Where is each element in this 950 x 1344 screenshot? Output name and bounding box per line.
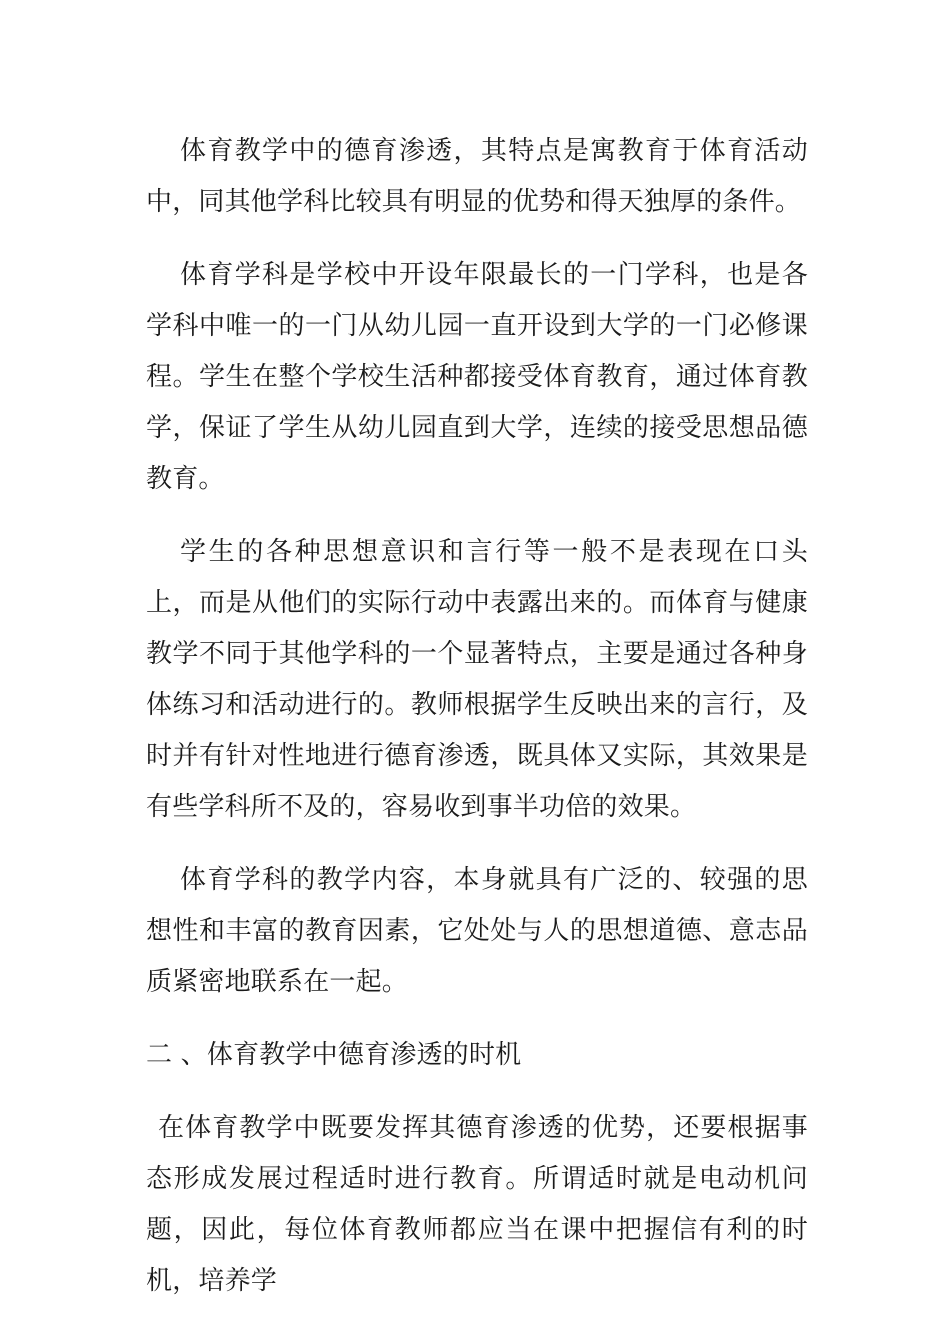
section-paragraph: 在体育教学中既要发挥其德育渗透的优势，还要根据事态形成发展过程适时进行教育。所谓适时就是电动机问题，因此，每位体育教师都应当在课中把握信有利的时机，培养学 [146, 1113, 808, 1296]
paragraph-1: 体育教学中的德育渗透，其特点是寓教育于体育活动中，同其他学科比较具有明显的优势和得天独厚的条件。 [146, 136, 808, 217]
paragraph-2: 体育学科是学校中开设年限最长的一门学科，也是各学科中唯一的一门从幼儿园一直开设到大学的一门必修课程。学生在整个学校生活种都接受体育教育，通过体育教学，保证了学生从幼儿园直到大学，连续的接受思想品德教育。 [146, 260, 808, 494]
document-body [146, 126, 808, 1329]
paragraph-3: 学生的各种思想意识和言行等一般不是表现在口头上，而是从他们的实际行动中表露出来的。而体育与健康教学不同于其他学科的一个显著特点，主要是通过各种身体练习和活动进行的。教师根据学生反映出来的言行，及时并有针对性地进行德育渗透，既具体又实际，其效果是有些学科所不及的，容易收到事半功倍的效果。 [146, 537, 808, 822]
paragraph-4: 体育学科的教学内容，本身就具有广泛的、较强的思想性和丰富的教育因素，它处处与人的思想道德、意志品质紧密地联系在一起。 [146, 865, 808, 997]
section-heading: 二 、体育教学中德育渗透的时机 [146, 1040, 522, 1070]
